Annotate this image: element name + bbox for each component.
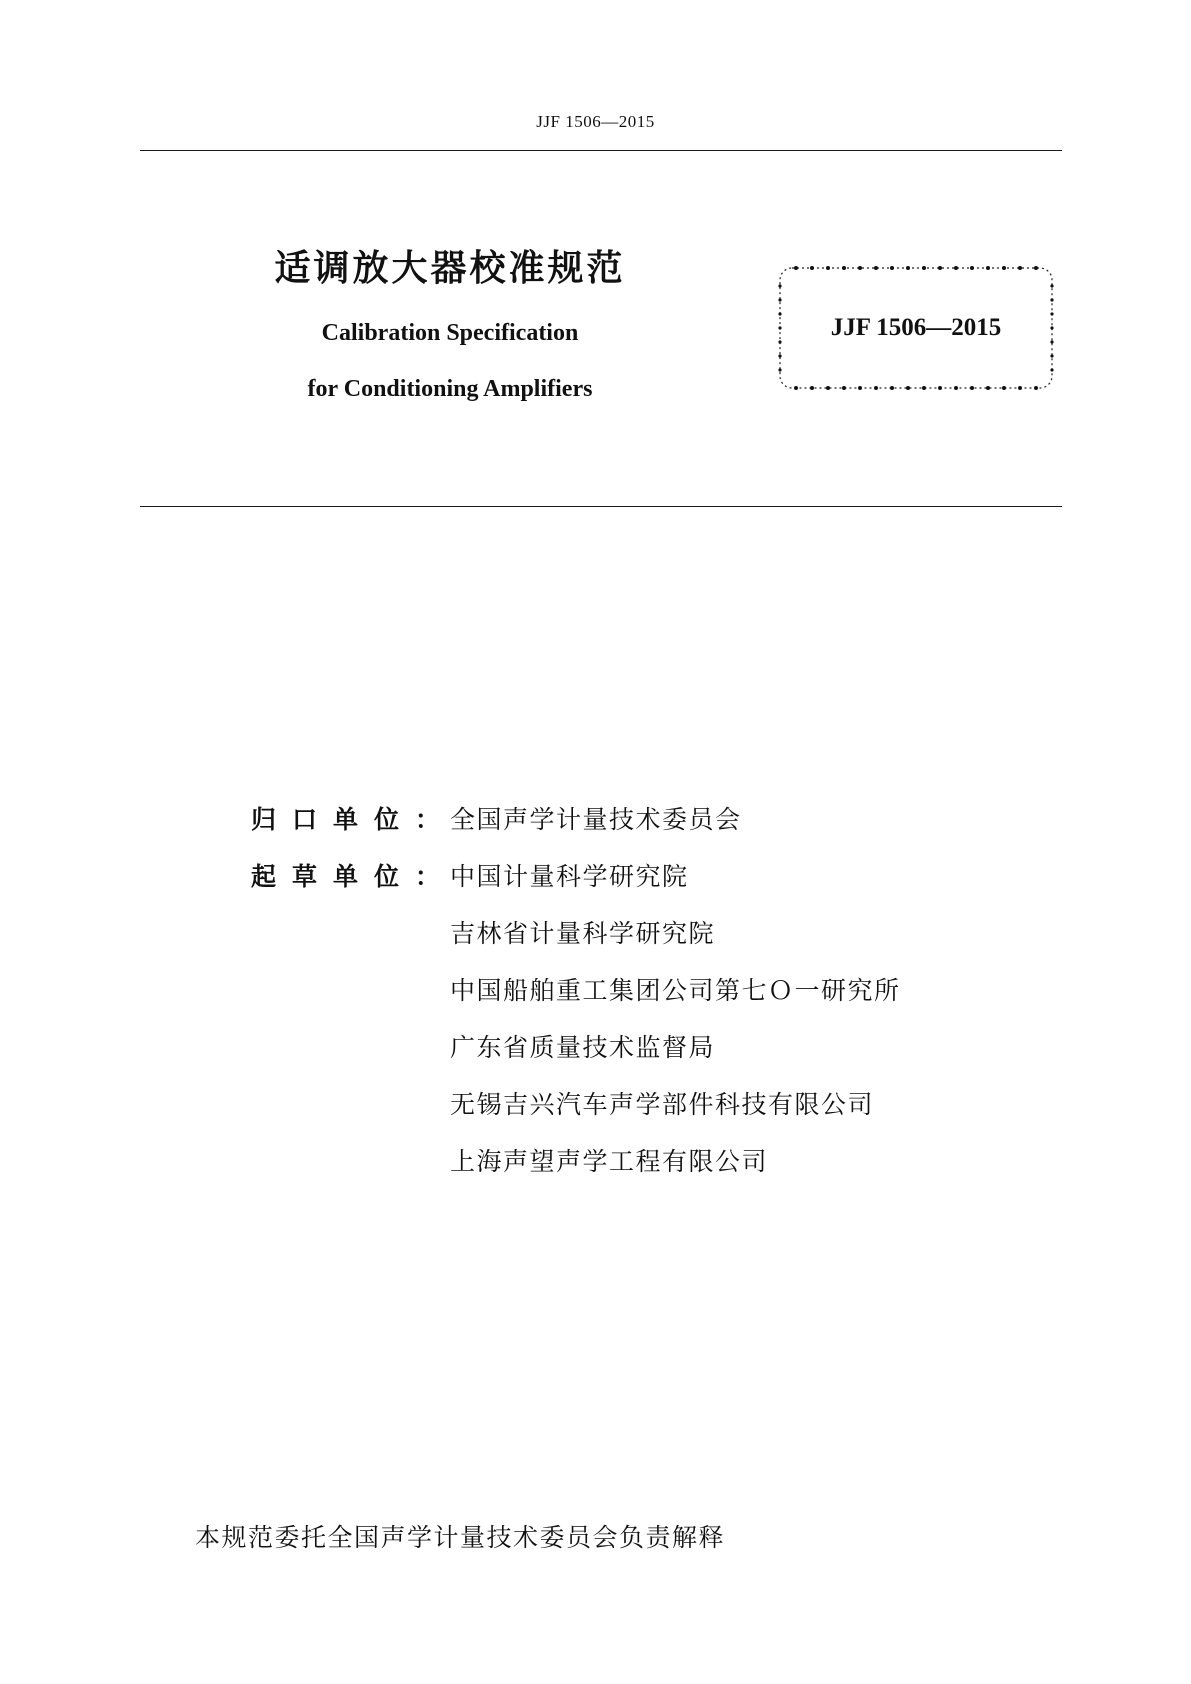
title-english-line2: for Conditioning Amplifiers bbox=[307, 376, 593, 402]
header-rule bbox=[140, 150, 1062, 151]
responsible-unit-label: 归口单位： bbox=[251, 805, 457, 834]
title-english-line1: Calibration Specification bbox=[321, 320, 579, 346]
drafting-unit-item: 吉林省计量科学研究院 bbox=[450, 919, 716, 948]
title-bottom-rule bbox=[140, 506, 1062, 507]
interpretation-note: 本规范委托全国声学计量技术委员会负责解释 bbox=[195, 1523, 726, 1552]
drafting-unit-label: 起草单位： bbox=[251, 862, 457, 891]
title-chinese: 适调放大器校准规范 bbox=[274, 248, 626, 289]
code-box-text: JJF 1506—2015 bbox=[830, 314, 1002, 341]
drafting-unit-item: 无锡吉兴汽车声学部件科技有限公司 bbox=[450, 1090, 875, 1119]
responsible-unit-value: 全国声学计量技术委员会 bbox=[450, 805, 742, 834]
drafting-unit-item: 中国船舶重工集团公司第七Ｏ一研究所 bbox=[450, 976, 901, 1005]
code-box bbox=[776, 264, 1056, 392]
drafting-unit-item: 中国计量科学研究院 bbox=[450, 862, 689, 891]
running-header-code: JJF 1506—2015 bbox=[536, 112, 655, 131]
drafting-unit-item: 上海声望声学工程有限公司 bbox=[450, 1147, 769, 1176]
drafting-unit-item: 广东省质量技术监督局 bbox=[450, 1033, 716, 1062]
